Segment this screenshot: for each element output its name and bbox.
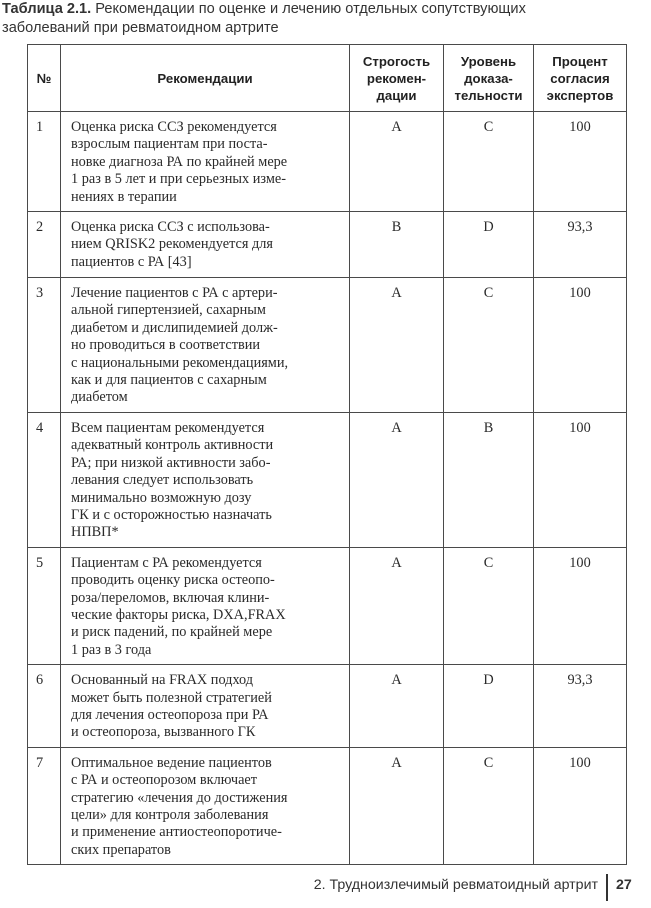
column-header-line: Рекомендации [157, 70, 253, 86]
recommendation-line: НПВП* [71, 524, 119, 541]
recommendation-line: и риск падений, по крайней мере [71, 624, 273, 641]
page-footer [0, 874, 651, 904]
recommendation-text [61, 665, 350, 748]
expert-agreement-percent: 100 [534, 278, 627, 413]
row-number: 5 [28, 547, 61, 664]
caption-text: Рекомендации по оценке и лечению отдельных сопутствующих [95, 1, 526, 17]
recommendation-line: Оценка риска ССЗ рекомендуется [71, 119, 277, 135]
recommendation-grade: A [350, 278, 444, 413]
column-header-line: № [36, 70, 52, 86]
recommendation-line: роза/переломов, включая клини- [71, 589, 270, 606]
page-number: 27 [616, 877, 632, 893]
column-header-line: экспертов [546, 87, 614, 103]
recommendation-text [61, 212, 350, 278]
recommendation-line: для лечения остеопороза при РА [71, 706, 269, 723]
column-header [534, 45, 627, 112]
recommendation-line: 1 раз в 5 лет и при серьезных изме- [71, 171, 286, 188]
evidence-level: C [444, 747, 534, 864]
recommendation-line: адекватный контроль активности [71, 437, 274, 454]
recommendation-line: цели» для контроля заболевания [71, 807, 269, 823]
recommendation-line: 1 раз в 3 года [71, 641, 152, 658]
recommendation-line: Всем пациентам рекомендуется [71, 419, 265, 436]
chapter-title: 2. Трудноизлечимый ревматоидный артрит [313, 877, 598, 893]
recommendations-table [27, 44, 627, 865]
column-header [61, 45, 350, 112]
recommendation-line: может быть полезной стратегией [71, 689, 272, 706]
recommendation-line: диабетом и дислипидемией долж- [71, 319, 278, 336]
column-header-line: дации [376, 87, 417, 103]
expert-agreement-percent: 100 [534, 412, 627, 547]
recommendation-grade: A [350, 547, 444, 664]
recommendation-grade: A [350, 747, 444, 864]
caption-label: Таблица 2.1. [2, 1, 92, 17]
recommendation-grade: B [350, 212, 444, 278]
recommendation-line: с национальными рекомендациями, [71, 354, 289, 371]
row-number: 2 [28, 212, 61, 278]
expert-agreement-percent: 100 [534, 547, 627, 664]
recommendation-line: нениях в терапии [71, 188, 177, 205]
expert-agreement-percent: 93,3 [534, 212, 627, 278]
evidence-level: B [444, 412, 534, 547]
recommendation-line: но проводиться в соответствии [71, 337, 261, 354]
column-header-line: Процент [552, 53, 608, 69]
recommendation-text [61, 412, 350, 547]
evidence-level: C [444, 112, 534, 212]
recommendation-text [61, 747, 350, 864]
recommendation-line: альной гипертензией, сахарным [71, 302, 266, 319]
recommendation-line: стратегию «лечения до достижения [71, 789, 288, 806]
table-row [28, 412, 627, 547]
recommendation-line: с РА и остеопорозом включает [71, 772, 258, 789]
recommendation-line: левания следует использовать [71, 472, 254, 489]
column-header-line: тельности [454, 87, 523, 103]
row-number: 1 [28, 112, 61, 212]
recommendation-line: и остеопороза, вызванного ГК [71, 724, 256, 741]
column-header-line: Строгость [362, 53, 431, 69]
recommendation-line: нием QRISK2 рекомендуется для [71, 236, 274, 253]
table-row [28, 665, 627, 748]
recommendation-line: ских препаратов [71, 841, 171, 858]
evidence-level: C [444, 547, 534, 664]
table-body [28, 112, 627, 865]
recommendation-line: Оценка риска ССЗ с использова- [71, 219, 270, 236]
table-row [28, 112, 627, 212]
table-header-row [28, 45, 627, 112]
recommendation-line: проводить оценку риска остеопо- [71, 572, 275, 589]
recommendation-line: пациентов с РА [43] [71, 253, 192, 270]
expert-agreement-percent: 93,3 [534, 665, 627, 748]
row-number: 3 [28, 278, 61, 413]
recommendation-text [61, 112, 350, 212]
table-row [28, 747, 627, 864]
recommendation-text [61, 278, 350, 413]
recommendation-line: ческие факторы риска, DXA,FRAX [71, 606, 286, 623]
recommendation-grade: A [350, 665, 444, 748]
recommendation-line: РА; при низкой активности забо- [71, 454, 271, 471]
column-header [28, 45, 61, 112]
column-header [350, 45, 444, 112]
recommendation-line: взрослым пациентам при поста- [71, 136, 268, 153]
table-caption [2, 0, 642, 38]
recommendation-line: и применение антиостеопоротиче- [71, 824, 282, 841]
evidence-level: D [444, 665, 534, 748]
caption-line-1 [2, 0, 642, 19]
recommendation-grade: A [350, 412, 444, 547]
table-row [28, 278, 627, 413]
row-number: 4 [28, 412, 61, 547]
recommendation-text [61, 547, 350, 664]
caption-line-2: заболеваний при ревматоидном артрите [2, 20, 279, 36]
evidence-level: C [444, 278, 534, 413]
column-header-line: рекомен- [366, 70, 427, 86]
recommendation-grade: A [350, 112, 444, 212]
table-row [28, 212, 627, 278]
recommendation-line: новке диагноза РА по крайней мере [71, 153, 288, 170]
recommendation-line: минимально возможную дозу [71, 489, 252, 506]
evidence-level: D [444, 212, 534, 278]
recommendation-line: как и для пациентов с сахарным [71, 372, 267, 389]
column-header [444, 45, 534, 112]
recommendation-line: Основанный на FRAX подход [71, 672, 254, 689]
footer-divider [606, 874, 608, 901]
column-header-line: Уровень [460, 53, 517, 69]
column-header-line: доказа- [464, 70, 513, 86]
recommendation-line: ГК и с осторожностью назначать [71, 506, 272, 523]
expert-agreement-percent: 100 [534, 112, 627, 212]
table-row [28, 547, 627, 664]
recommendation-line: диабетом [71, 389, 128, 406]
expert-agreement-percent: 100 [534, 747, 627, 864]
row-number: 7 [28, 747, 61, 864]
row-number: 6 [28, 665, 61, 748]
recommendation-line: Оптимальное ведение пациентов [71, 754, 272, 771]
recommendation-line: Пациентам с РА рекомендуется [71, 554, 262, 571]
recommendation-line: Лечение пациентов с РА с артери- [71, 285, 278, 302]
column-header-line: согласия [550, 70, 610, 86]
